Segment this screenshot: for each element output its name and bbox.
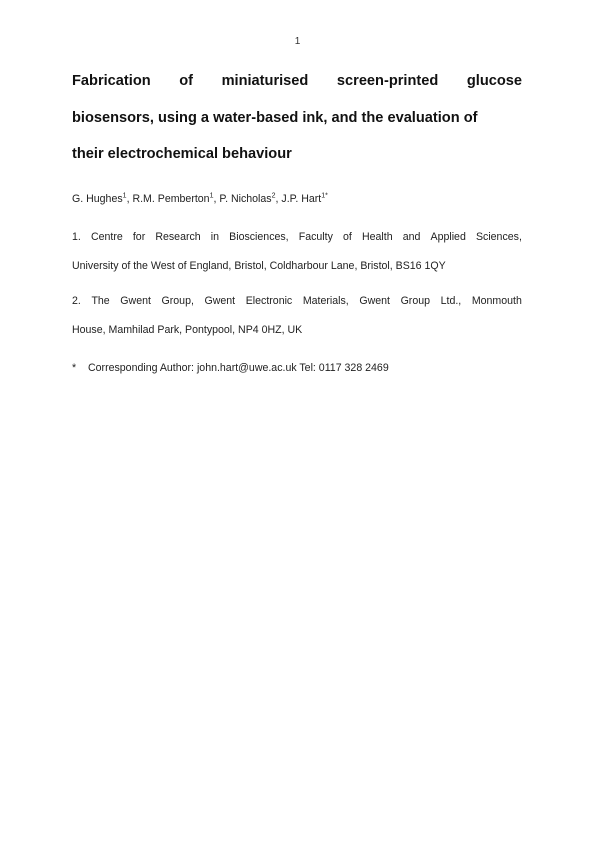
affiliation-word: Materials,: [302, 295, 349, 307]
author-name: G. Hughes: [72, 193, 123, 205]
author-affiliation-mark: 1: [209, 192, 214, 200]
author: [281, 193, 327, 205]
affiliation-word: in: [210, 231, 220, 243]
title-line-1: [72, 73, 522, 89]
corresponding-author-text: Corresponding Author: john.hart@uwe.ac.uk Tel: 0117 328 2469: [88, 362, 389, 374]
footnote-marker: *: [72, 362, 77, 374]
affiliation-word: Group: [400, 295, 431, 307]
affiliation-word: Ltd.,: [440, 295, 462, 307]
affiliation-word: for: [132, 231, 146, 243]
author-separator: ,: [275, 193, 282, 205]
affiliation-1-line-1: [72, 231, 522, 243]
author-name: R.M. Pemberton: [132, 193, 210, 205]
author: [72, 193, 132, 205]
affiliation-word: 2.: [72, 295, 81, 307]
affiliation-word: Gwent: [204, 295, 236, 307]
title-word: Fabrication: [72, 73, 151, 89]
affiliation-word: Gwent: [120, 295, 151, 307]
affiliation-word: and: [402, 231, 421, 243]
title-word: screen-printed: [336, 73, 439, 89]
corresponding-author-note: [72, 362, 522, 374]
author-separator: ,: [213, 193, 220, 205]
affiliation-2-line-1: [72, 295, 522, 307]
affiliation-2-line-2: House, Mamhilad Park, Pontypool, NP4 0HZ, UK: [72, 324, 303, 336]
title-line-2: biosensors, using a water-based ink, and the evaluation of: [72, 110, 478, 126]
affiliation-word: Electronic: [245, 295, 293, 307]
affiliation-word: Group,: [161, 295, 194, 307]
title-word: glucose: [466, 73, 522, 89]
affiliation-word: Biosciences,: [229, 231, 289, 243]
affiliation-word: Sciences,: [475, 231, 522, 243]
affiliation-word: Faculty: [298, 231, 333, 243]
affiliation-word: Research: [155, 231, 201, 243]
affiliation-word: Monmouth: [471, 295, 522, 307]
author-list: [72, 193, 522, 205]
author-affiliation-mark: 1*: [321, 192, 328, 200]
author: [132, 193, 219, 205]
affiliation-word: of: [343, 231, 352, 243]
affiliation-word: Gwent: [359, 295, 390, 307]
title-word: of: [179, 73, 193, 89]
affiliation-word: 1.: [72, 231, 81, 243]
affiliation-word: Health: [361, 231, 393, 243]
author: [219, 193, 281, 205]
title-line-3: their electrochemical behaviour: [72, 146, 292, 162]
affiliation-word: The: [91, 295, 110, 307]
affiliation-1-line-2: University of the West of England, Bristol, Coldharbour Lane, Bristol, BS16 1QY: [72, 260, 446, 272]
author-name: J.P. Hart: [281, 193, 322, 205]
author-separator: ,: [126, 193, 133, 205]
title-word: miniaturised: [221, 73, 309, 89]
author-affiliation-mark: 1: [122, 192, 127, 200]
affiliation-word: Applied: [430, 231, 466, 243]
page-number: 1: [294, 36, 301, 47]
author-name: P. Nicholas: [219, 193, 272, 205]
author-affiliation-mark: 2: [271, 192, 276, 200]
affiliation-word: Centre: [90, 231, 123, 243]
